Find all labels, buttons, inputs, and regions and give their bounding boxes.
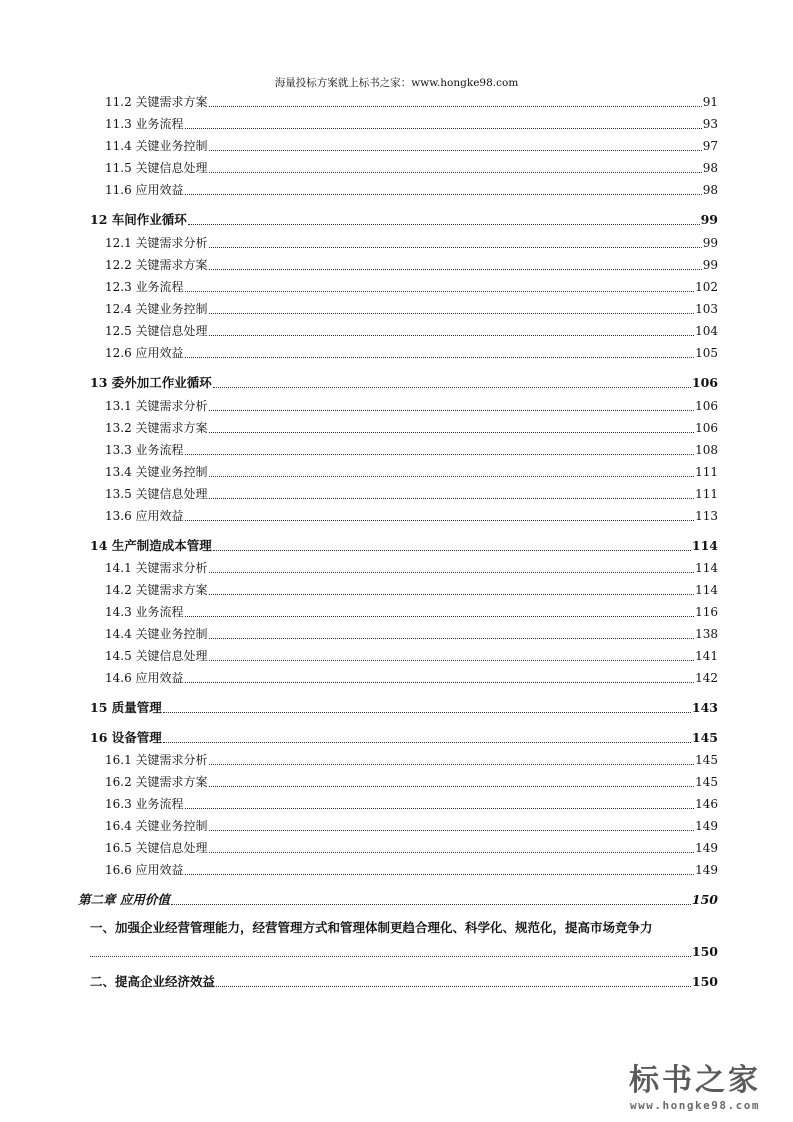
watermark-title: 标书之家 bbox=[629, 1063, 761, 1098]
toc-entry[interactable] bbox=[0, 770, 793, 790]
toc-leader bbox=[209, 321, 695, 336]
toc-entry[interactable] bbox=[0, 112, 793, 132]
toc-leader bbox=[185, 277, 695, 292]
toc-entry-label: 16.2 关键需求方案 bbox=[105, 775, 208, 789]
toc-entry[interactable] bbox=[0, 416, 793, 436]
toc-entry-page: 111 bbox=[695, 487, 718, 501]
toc-leader bbox=[163, 698, 691, 713]
toc-entry[interactable] bbox=[0, 341, 793, 361]
toc-entry-label: 16.5 关键信息处理 bbox=[105, 841, 208, 855]
toc-leader bbox=[209, 772, 695, 787]
toc-entry-page: 98 bbox=[702, 183, 718, 197]
toc-leader bbox=[209, 838, 695, 853]
toc-leader bbox=[209, 816, 695, 831]
toc-leader bbox=[209, 418, 695, 433]
watermark-logo bbox=[615, 1063, 775, 1113]
toc-entry-label: 12 车间作业循环 bbox=[90, 212, 187, 227]
toc-section-entry[interactable] bbox=[0, 970, 793, 990]
toc-entry[interactable] bbox=[0, 231, 793, 251]
toc-entry[interactable] bbox=[0, 460, 793, 480]
toc-leader bbox=[209, 646, 695, 661]
toc-leader bbox=[209, 136, 702, 151]
toc-entry[interactable] bbox=[0, 748, 793, 768]
toc-entry-page: 143 bbox=[691, 700, 718, 715]
toc-entry-page: 99 bbox=[702, 258, 718, 272]
toc-entry-label: 16 设备管理 bbox=[90, 730, 162, 745]
toc-entry-label: 11.3 业务流程 bbox=[105, 117, 184, 131]
toc-leader bbox=[209, 484, 695, 499]
toc-entry[interactable] bbox=[0, 275, 793, 295]
toc-chapter-entry[interactable] bbox=[0, 726, 793, 746]
toc-entry-label: 14.5 关键信息处理 bbox=[105, 649, 208, 663]
toc-entry-page: 93 bbox=[702, 117, 718, 131]
toc-entry-label: 13.1 关键需求分析 bbox=[105, 399, 208, 413]
toc-entry[interactable] bbox=[0, 622, 793, 642]
toc-entry[interactable] bbox=[0, 394, 793, 414]
toc-entry[interactable] bbox=[0, 253, 793, 273]
toc-entry-page: 91 bbox=[702, 95, 718, 109]
toc-entry-label: 12.6 应用效益 bbox=[105, 346, 184, 360]
toc-entry-page: 142 bbox=[695, 671, 718, 685]
toc-entry-page: 106 bbox=[695, 421, 718, 435]
toc-part-entry[interactable] bbox=[0, 888, 793, 908]
toc-entry-page: 113 bbox=[695, 509, 718, 523]
toc-entry-page: 145 bbox=[691, 730, 718, 745]
toc-entry[interactable] bbox=[0, 156, 793, 176]
toc-entry-label: 13.6 应用效益 bbox=[105, 509, 184, 523]
toc-entry[interactable] bbox=[0, 600, 793, 620]
toc-leader bbox=[185, 602, 695, 617]
toc-chapter-entry[interactable] bbox=[0, 208, 793, 228]
toc-entry-label: 12.5 关键信息处理 bbox=[105, 324, 208, 338]
toc-entry-page: 145 bbox=[695, 775, 718, 789]
toc-entry[interactable] bbox=[0, 814, 793, 834]
toc-leader bbox=[185, 343, 695, 358]
toc-leader bbox=[188, 210, 700, 225]
toc-entry[interactable] bbox=[0, 134, 793, 154]
toc-leader bbox=[185, 668, 695, 683]
toc-leader bbox=[185, 860, 695, 875]
toc-chapter-entry[interactable] bbox=[0, 696, 793, 716]
toc-entry-page: 116 bbox=[695, 605, 718, 619]
toc-entry-label: 13 委外加工作业循环 bbox=[90, 375, 212, 390]
toc-entry[interactable] bbox=[0, 666, 793, 686]
toc-entry-label: 16.1 关键需求分析 bbox=[105, 753, 208, 767]
toc-entry[interactable] bbox=[0, 319, 793, 339]
toc-entry[interactable] bbox=[0, 556, 793, 576]
toc-entry[interactable] bbox=[0, 482, 793, 502]
toc-entry-page: 105 bbox=[695, 346, 718, 360]
toc-leader bbox=[185, 794, 695, 809]
toc-entry[interactable] bbox=[0, 836, 793, 856]
watermark-url: www.hongke98.com bbox=[630, 1099, 760, 1112]
toc-entry-page: 103 bbox=[695, 302, 718, 316]
toc-leader bbox=[209, 299, 695, 314]
toc-leader bbox=[209, 624, 695, 639]
toc-chapter-entry[interactable] bbox=[0, 371, 793, 391]
toc-leader bbox=[209, 255, 702, 270]
toc-entry-label: 13.3 业务流程 bbox=[105, 443, 184, 457]
toc-entry-page: 97 bbox=[702, 139, 718, 153]
toc-entry-page: 138 bbox=[695, 627, 718, 641]
toc-leader bbox=[185, 506, 695, 521]
toc-leader bbox=[185, 440, 695, 455]
toc-entry-page: 149 bbox=[695, 863, 718, 877]
toc-entry-page: 99 bbox=[702, 236, 718, 250]
toc-leader bbox=[209, 558, 695, 573]
toc-entry-label: 11.2 关键需求方案 bbox=[105, 95, 208, 109]
toc-entry-label: 13.4 关键业务控制 bbox=[105, 465, 208, 479]
toc-entry-page: 106 bbox=[691, 375, 718, 390]
toc-entry-page: 99 bbox=[700, 212, 718, 227]
toc-entry-label: 11.6 应用效益 bbox=[105, 183, 184, 197]
toc-leader bbox=[171, 890, 691, 905]
toc-entry[interactable] bbox=[0, 297, 793, 317]
toc-entry[interactable] bbox=[0, 438, 793, 458]
toc-entry-page: 150 bbox=[691, 944, 718, 959]
toc-entry-page: 114 bbox=[695, 561, 718, 575]
toc-entry-label: 13.5 关键信息处理 bbox=[105, 487, 208, 501]
toc-entry[interactable] bbox=[0, 90, 793, 110]
toc-entry-page: 114 bbox=[691, 538, 718, 553]
toc-entry-label: 11.4 关键业务控制 bbox=[105, 139, 208, 153]
toc-entry-label: 14 生产制造成本管理 bbox=[90, 538, 212, 553]
toc-entry[interactable] bbox=[0, 578, 793, 598]
toc-entry-page: 114 bbox=[695, 583, 718, 597]
toc-entry[interactable] bbox=[0, 504, 793, 524]
toc-entry-label: 16.6 应用效益 bbox=[105, 863, 184, 877]
toc-entry[interactable] bbox=[0, 644, 793, 664]
toc-entry[interactable] bbox=[0, 858, 793, 878]
toc-entry-page: 150 bbox=[691, 974, 718, 989]
toc-entry-label: 14.2 关键需求方案 bbox=[105, 583, 208, 597]
toc-leader bbox=[216, 972, 691, 987]
toc-leader bbox=[209, 396, 695, 411]
toc-entry-label: 14.3 业务流程 bbox=[105, 605, 184, 619]
toc-chapter-entry[interactable] bbox=[0, 534, 793, 554]
toc-entry-label: 12.1 关键需求分析 bbox=[105, 236, 208, 250]
toc-entry-page: 102 bbox=[695, 280, 718, 294]
toc-entry-page: 145 bbox=[695, 753, 718, 767]
toc-entry-label: 15 质量管理 bbox=[90, 700, 162, 715]
toc-leader bbox=[209, 92, 702, 107]
toc-leader bbox=[185, 114, 702, 129]
toc-leader bbox=[90, 942, 691, 957]
toc-section-entry-continuation[interactable] bbox=[0, 940, 793, 960]
toc-entry-page: 111 bbox=[695, 465, 718, 479]
toc-entry-label: 13.2 关键需求方案 bbox=[105, 421, 208, 435]
toc-leader bbox=[209, 750, 695, 765]
toc-entry-label: 14.6 应用效益 bbox=[105, 671, 184, 685]
toc-entry-page: 104 bbox=[695, 324, 718, 338]
toc-entry-label: 16.3 业务流程 bbox=[105, 797, 184, 811]
toc-entry-page: 149 bbox=[695, 841, 718, 855]
toc-entry-label: 11.5 关键信息处理 bbox=[105, 161, 208, 175]
toc-entry-page: 146 bbox=[695, 797, 718, 811]
toc-entry-page: 141 bbox=[695, 649, 718, 663]
toc-entry-page: 98 bbox=[702, 161, 718, 175]
toc-entry-label: 16.4 关键业务控制 bbox=[105, 819, 208, 833]
page-header: 海量投标方案就上标书之家：www.hongke98.com bbox=[274, 77, 519, 89]
toc-entry-label: 二、提高企业经济效益 bbox=[90, 974, 216, 989]
toc-leader bbox=[163, 728, 691, 743]
toc-leader bbox=[209, 158, 702, 173]
toc-entry[interactable] bbox=[0, 178, 793, 198]
toc-entry-page: 150 bbox=[691, 892, 718, 907]
toc-leader bbox=[185, 180, 702, 195]
toc-leader bbox=[209, 462, 695, 477]
toc-leader bbox=[213, 373, 691, 388]
toc-section-entry-title[interactable]: 一、加强企业经营管理能力，经营管理方式和管理体制更趋合理化、科学化、规范化，提高市场竞争力 bbox=[90, 920, 653, 935]
toc-leader bbox=[209, 580, 695, 595]
toc-entry-label: 12.2 关键需求方案 bbox=[105, 258, 208, 272]
toc-entry[interactable] bbox=[0, 792, 793, 812]
toc-leader bbox=[213, 536, 691, 551]
toc-entry-label: 12.3 业务流程 bbox=[105, 280, 184, 294]
toc-entry-label: 14.4 关键业务控制 bbox=[105, 627, 208, 641]
toc-entry-label: 14.1 关键需求分析 bbox=[105, 561, 208, 575]
toc-leader bbox=[209, 233, 702, 248]
toc-entry-page: 149 bbox=[695, 819, 718, 833]
toc-entry-label: 第二章 应用价值 bbox=[78, 892, 170, 907]
toc-entry-page: 108 bbox=[695, 443, 718, 457]
toc-entry-label: 12.4 关键业务控制 bbox=[105, 302, 208, 316]
toc-entry-page: 106 bbox=[695, 399, 718, 413]
